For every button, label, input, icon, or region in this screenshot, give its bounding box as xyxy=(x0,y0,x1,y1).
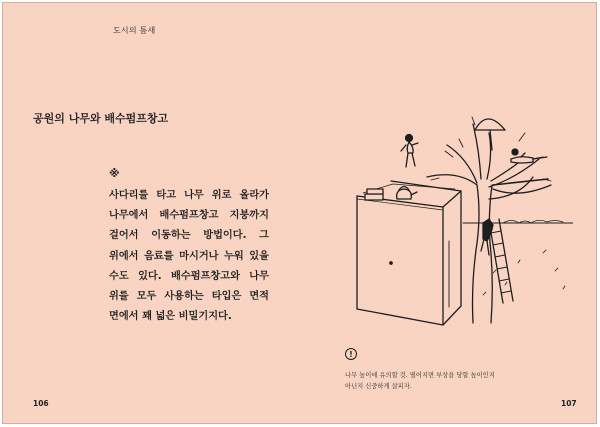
page-number-left: 106 xyxy=(33,399,49,408)
page-number-right: 107 xyxy=(561,399,577,408)
illustration-caption xyxy=(345,370,545,392)
book-spread xyxy=(2,2,597,424)
warning-icon: ! xyxy=(345,348,357,360)
caption-line: 아닌지 신중하게 살피자. xyxy=(345,383,412,390)
section-title: 공원의 나무와 배수펌프창고 xyxy=(33,112,169,125)
tree-ladder-shed-illustration xyxy=(343,103,573,328)
caption-line: 나무 높이에 유의할 것. 떨어지면 부상을 당할 높이인지 xyxy=(345,372,495,379)
running-head: 도시의 틈새 xyxy=(113,26,156,35)
reference-mark: ※ xyxy=(109,167,120,180)
body-paragraph: 사다리를 타고 나무 위로 올라가 나무에서 배수펌프창고 지붕까지 걸어서 이동하는 방법이다. 그 위에서 음료를 마시거나 누워 있을 수도 있다. 배수펌프창고와 나무 위를 모두 사용하는 타입은 면적 면에서 꽤 넓은 비밀기지다. xyxy=(109,190,269,323)
